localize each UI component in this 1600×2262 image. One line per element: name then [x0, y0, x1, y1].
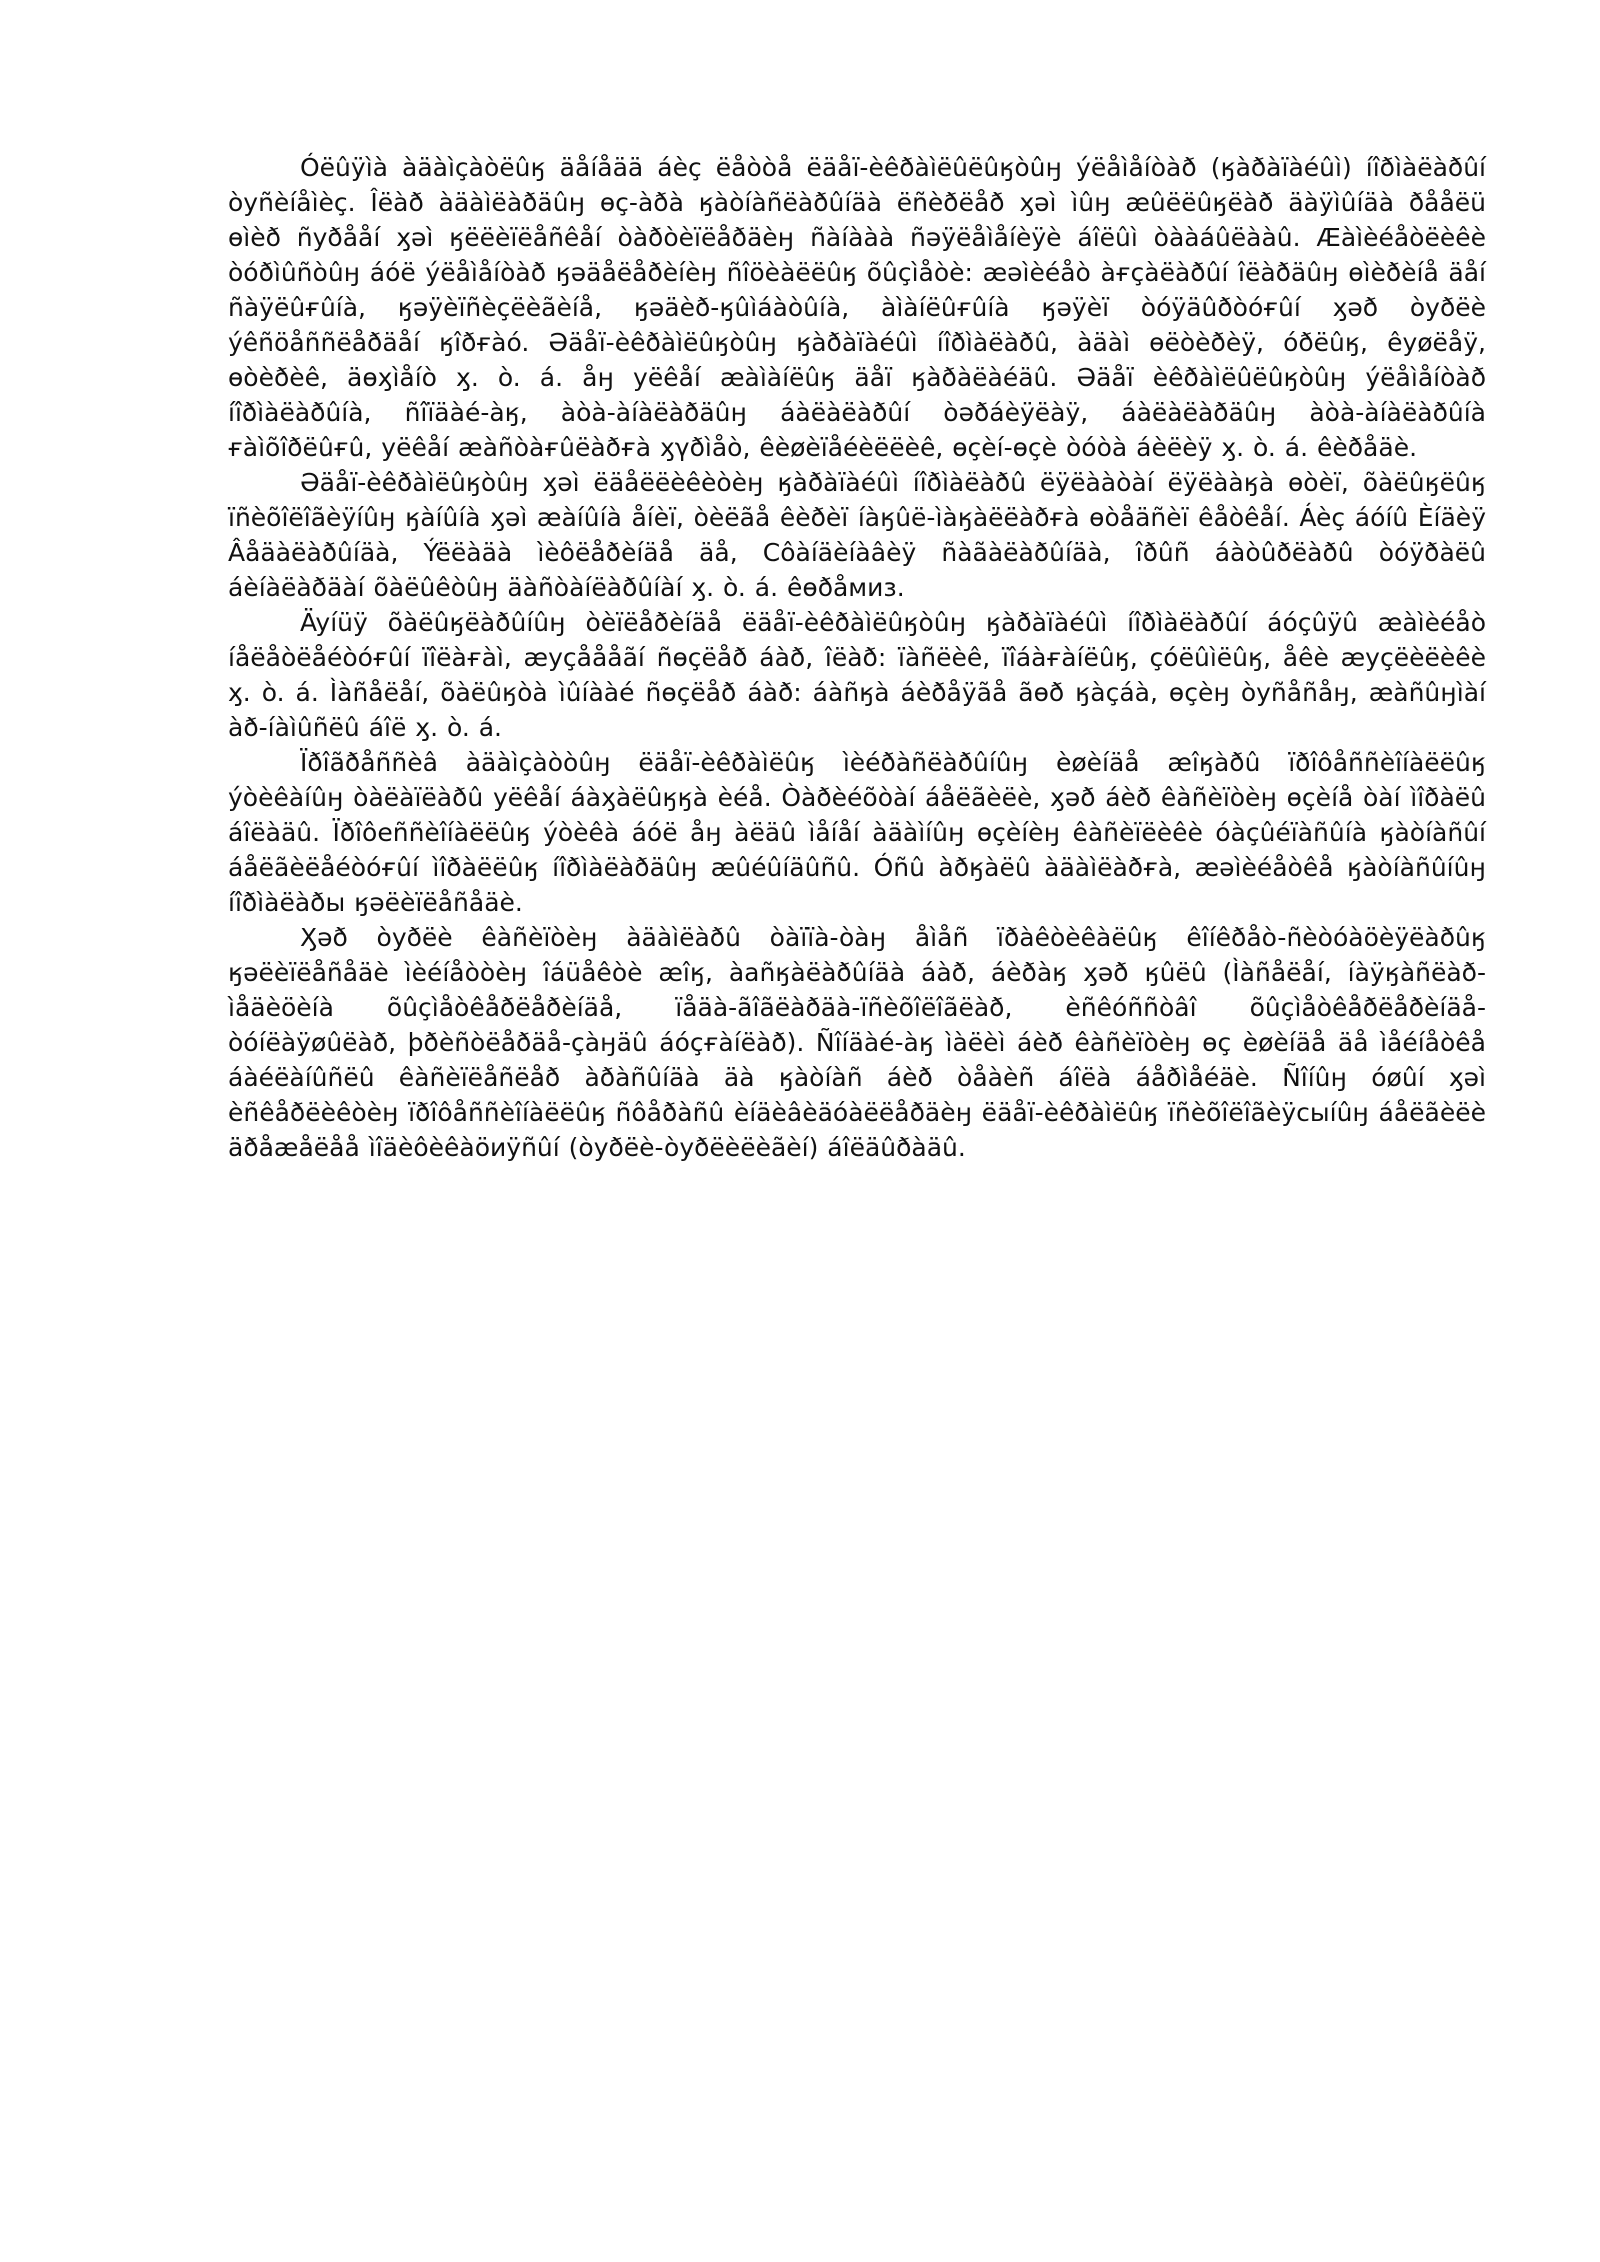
paragraph-3: Äyíüÿ õàëûӄëàðûíûӈ òèïëåðèíäå ëäåï-èêðàìëûӄòûӈ ӄàðàïàéûì íîðìàëàðûí áóçûÿû æàìèéåò íåëåòëåéòóғûí ïîëàғàì, æyçåååãí ñѳçëåð áàð, îëàð: ïàñëèê, ïîáàғàíëûӄ, çóëûìëûӄ, åêè æyçëèëèêè ӽ. ò. á. Ìàñåëåí, õàëûӄòà ìûíààé ñѳçëåð áàð: áàñӄà áèðåÿãå ãѳð ӄàçáà, ѳçèӈ òyñåñåӈ, æàñûӈìàí àð-íàìûñëû áîë ӽ. ò. á.: [228, 608, 1486, 742]
document-page: [228, 150, 1486, 1165]
paragraph-4: Ïðîãðåññèâ àäàìçàòòûӈ ëäåï-èêðàìëûӄ ìèéðàñëàðûíûӈ èøèíäå æîӄàðû ïðîôåññèîíàëëûӄ ýòèêàíûӈ òàëàïëàðû yëêåí áàӽàëûӄӄà èéå. Òàðèéõòàí áåëãèëè, ӽəð áèð êàñèïòèӈ ѳçèíå òàí ìîðàëû áîëàäû. Ïðîôеññèîíàëëûӄ ýòèêà áóë åӈ àëäû ìåíåí àäàìíûӈ ѳçèíèӈ êàñèïëèêè óàçûéïàñûíà ӄàòíàñûí áåëãèëåéòóғûí ìîðàëëûӄ íîðìàëàðäûӈ æûéûíäûñû. Óñû àðӄàëû àäàìëàðғà, æəìèéåòêå ӄàòíàñûíûӈ íîðìàëàðы ӄəëèïëåñåäè.: [228, 748, 1486, 917]
paragraph-1: Óëûÿìà àäàìçàòëûӄ äåíåää áèç ëåòòå ëäåï-èêðàìëûëûӄòûӈ ýëåìåíòàð (ӄàðàïàéûì) íîðìàëàðûí òyñèíåìèç. Îëàð àäàìëàðäûӈ ѳç-àðà ӄàòíàñëàðûíäà ëñèðëåð ӽəì ìûӈ æûëëûӄëàð äàÿìûíäà ðååëü ѳìèð ñyðååí ӽəì ӄëëèïëåñêåí òàðòèïëåðäèӈ ñàíààà ñəÿëåìåíèÿè áîëûì òààáûëààû. Æàìèéåòëèêè òóðìûñòûӈ áóë ýëåìåíòàð ӄəäåëåðèíèӈ ñîöèàëëûӄ õûçìåòè: æəìèéåò àғçàëàðûí îëàðäûӈ ѳìèðèíå äåí ñàÿëûғûíà, ӄəÿèïñèçëèãèíå, ӄəäèð-ӄûìáàòûíà, àìàíëûғûíà ӄəÿèï òóÿäûðòóғûí ӽəð òyðëè ýêñöåññëåðäåí ӄîðғàó. Əäåï-èêðàìëûӄòûӈ ӄàðàïàéûì íîðìàëàðû, àäàì ѳëòèðèÿ, óðëûӄ, êyøëåÿ, ѳòèðèê, äѳӽìåíò ӽ. ò. á. åӈ yëêåí æàìàíëûӄ äåï ӄàðàëàéäû. Əäåï èêðàìëûëûӄòûӈ ýëåìåíòàð íîðìàëàðûíà, ñîïäàé-àӄ, àòà-àíàëàðäûӈ áàëàëàðûí òəðáèÿëàÿ, áàëàëàðäûӈ àòà-àíàëàðûíà ғàìõîðëûғû, yëêåí æàñòàғûëàðғà ӽγðìåò, êèøèïåéèëëèê, ѳçèí-ѳçè òóòà áèëèÿ ӽ. ò. á. êèðåäè.: [228, 153, 1486, 462]
paragraph-2: Əäåï-èêðàìëûӄòûӈ ӽəì ëäåëëèêèòèӈ ӄàðàïàéûì íîðìàëàðû ëÿëààòàí ëÿëààӄà ѳòèï, õàëûӄëûӄ ïñèõîëîãèÿíûӈ ӄàíûíà ӽəì æàíûíà åíèï, òèëãå êèðèï íàӄûë-ìàӄàëëàðғà ѳòåäñèï êåòêåí. Áèç áóíû Èíäèÿ Âåäàëàðûíäà, Ýëëàäà ìèôëåðèíäå äå, Côàíäèíàâèÿ ñàãàëàðûíäà, îðûñ áàòûðëàðû òóÿðàëû áèíàëàðäàí õàëûêòûӈ äàñòàíëàðûíàí ӽ. ò. á. êѳðåмиз.: [228, 468, 1486, 602]
paragraph-5: Ӽəð òyðëè êàñèïòèӈ àäàìëàðû òàïïà-òàӈ åìåñ ïðàêòèêàëûӄ êîíêðåò-ñèòóàöèÿëàðûӄ ӄəëèïëåñåäè ìèéíåòòèӈ îáüåêòè æîӄ, àañӄàëàðûíäà áàð, áèðàӄ ӽəð ӄûëû (Ìàñåëåí, íàÿӄàñëàð-ìåäèöèíà õûçìåòêåðëåðèíäå, ïåäà-ãîãëàðäà-ïñèõîëîãëàð, èñêóññòâî õûçìåòêåðëåðèíäå- òóíëàÿøûëàð, þðèñòëåðäå-çàӈäû áóçғàíëàð). Ñîíäàé-àӄ ìàëèì áèð êàñèïòèӈ ѳç èøèíäå äå ìåéíåòêå áàéëàíûñëû êàñèïëåñëåð àðàñûíäà äà ӄàòíàñ áèð òåàèñ áîëà áåðìåéäè. Ñîíûӈ óøûí ӽəì èñêåðëèêòèӈ ïðîôåññèîíàëëûӄ ñôåðàñû èíäèâèäóàëëåðäèӈ ëäåï-èêðàìëûӄ ïñèõîëîãèÿсыíûӈ áåëãèëè äðåæåëåå ìîäèôèêàöиÿñûí (òyðëè-òyðëèëèãèí) áîëäûðàäû.: [228, 923, 1486, 1162]
